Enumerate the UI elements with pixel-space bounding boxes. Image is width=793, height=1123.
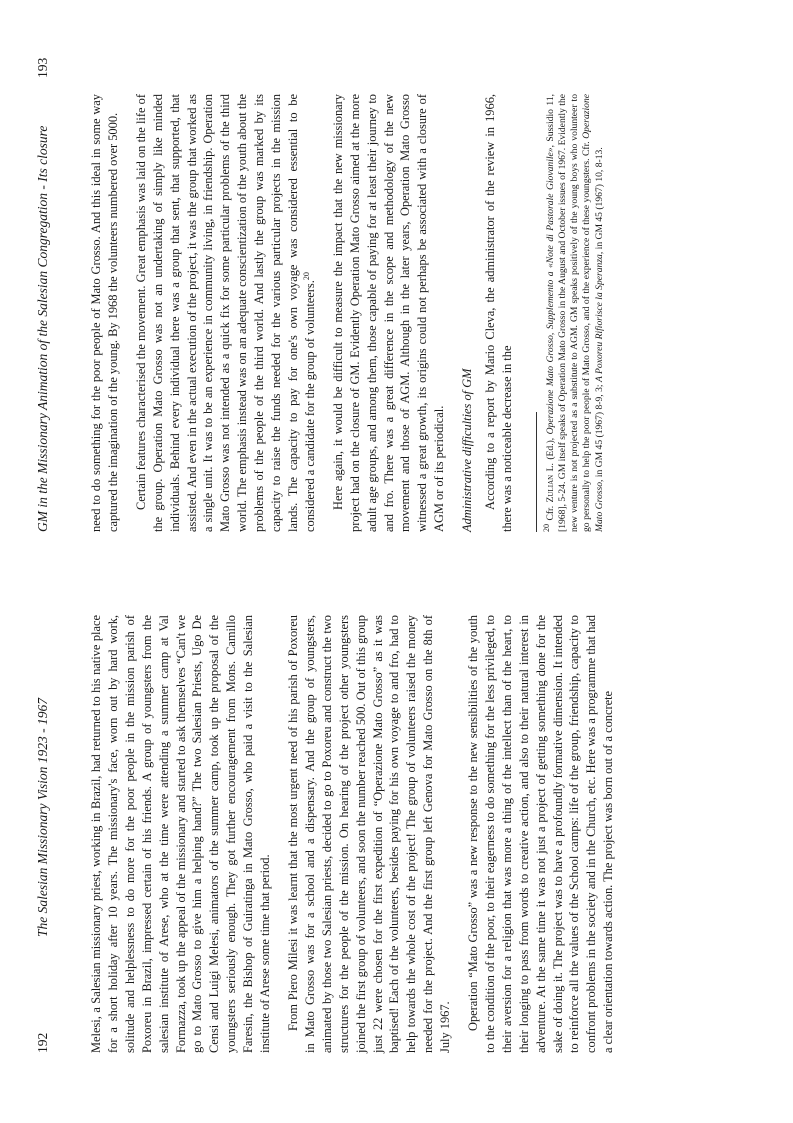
footnote-title: Operazione Mato Grosso xyxy=(581,94,605,532)
footnote-text: (Ed.), xyxy=(544,434,556,464)
page-number-left: 192 xyxy=(35,1032,50,1053)
footnote-author: Zulian L. xyxy=(544,463,556,503)
footnote-title: Operazione Mato Grosso, Supplemento a «Note di Pastorale Giovanile» xyxy=(544,147,556,435)
paragraph: According to a report by Mario Cleva, the administrator of the review in 1966, there was a noticeable decrease in the xyxy=(483,94,514,532)
running-head-right: GM in the Missionary Animation of the Salesian Congregation - Its closure xyxy=(35,125,50,532)
paragraph: need to do something for the poor people of Mato Grosso. And this ideal in some way captured the imagination of the young. By 1968 the volunteers numbered over 5000. xyxy=(89,94,120,532)
paragraph: From Piero Milesi it was learnt that the most urgent need of his parish of Poxoreu in Mato Grosso was for a school and a dispensary. And the group of youngsters, animated by those two Salesian priests, decided to go to Poxoreu and construct the two structures for the people of the mission. On hearing of the project other youngsters joined the first group of volunteers, and soon the number reached 500. Out of this group just 22 were chosen for the first expedition of “Operazione Mato Grosso” as it was baptised! Each of the volunteers, besides paying for his own voyage to and fro, had to help towards the whole cost of the project! The group of volunteers raised the money needed for the project. And the first group left Genova for Mato Grosso on the 8th of July 1967. xyxy=(285,615,453,1053)
paragraph-text: Certain features characterised the movement. Great emphasis was laid on the life of the group. Operation Mato Grosso was not an undertaking of simply like minded individuals. Behind every individual there was a group that sent, that supported, that assisted. And even in the actual execution of the project, it was the group that worked as a single unit. It was to be an experience in community living, in friendship. Operation Mato Grosso was not intended as a quick fix for some particular problems of the third world. The emphasis instead was on an adequate conscientization of the youth about the problems of the people of the third world. And lastly the group was marked by its capacity to raise the funds needed for the various particular projects in the mission lands. The capacity to pay for one's own voyage was considered essential to be considered a candidate for the group of volunteers. xyxy=(133,94,317,532)
right-column xyxy=(88,94,606,532)
paragraph: Melesi, a Salesian missionary priest, working in Brazil, had returned to his native place for a short holiday after 10 years. The missionary's face, worn out by hard work, solitude and helplessness to do more for the poor people in the mission parish of Poxoreu in Brazil, impressed certain of his friends. A group of youngsters from the salesian institute of Arese, who at the time were attending a summer camp at Val Formazza, took up the appeal of the missionary and started to ask themselves “Can't we go to Mato Grosso to give him a helping hand?” The two Salesian Priests, Ugo De Censi and Luigi Melesi, animators of the summer camp, took up the proposal of the youngsters seriously enough. They got further encouragement from Mons. Camillo Faresin, the Bishop of Guiratinga in Mato Grosso, who paid a visit to the Salesian institute of Arese some time that period. xyxy=(89,615,273,1053)
footnote-title: A Poxoreu Rifiorisce la Speranza xyxy=(593,254,605,383)
left-page xyxy=(0,562,793,1123)
paragraph xyxy=(133,94,319,532)
paragraph: Here again, it would be difficult to measure the impact that the new missionary project had on the closure of GM. Evidently Operation Mato Grosso aimed at the more adult age groups, and among them, those capable of paying for at least their journey to and fro. There was a great difference in the scope and methodology of the new movement and those of AGM. Although in the later years, Operation Mato Grosso witnessed a great growth, its origins could not perhaps be associated with a closure of AGM or of its periodical. xyxy=(330,94,447,532)
footnote-text: Cfr. xyxy=(544,502,556,521)
paragraph: Operation “Mato Grosso” was a new response to the new sensibilities of the youth to the condition of the poor, to their eagerness to do something for the less privileged, to their aversion for a religion that was more a thing of the intellect than of the heart, to their longing to pass from words to creative action, and also to their natural interest in adventure. At the same time it was not just a project of getting something done for the sake of doing it. The project was to have a profoundly formative dimension. It intended to reinforce all the values of the School camps: life of the group, friendship, capacity to confront problems in the society and in the Church, etc. Here was a programme that had a clear orientation towards action. The project was born out of a concrete xyxy=(466,615,616,1053)
page-number-right: 193 xyxy=(35,57,50,78)
footnote-rule xyxy=(536,412,537,532)
footnote-number: 20 xyxy=(541,524,551,532)
running-head-left: The Salesian Missionary Vision 1923 - 1967 xyxy=(35,698,50,937)
section-heading: Administrative difficulties of GM xyxy=(460,368,475,532)
footnote-text: , Sussidio 11, [1968], 5-24. GM itself speaks of Operation Mato Grosso in the August and October issues of 1967. Evidently the new venture is not projected as a substitute to AGM. GM speaks positively of the young boys who volunteer to go personally to help the poor people of Mato Grosso, and of the experience of these youngsters. Cfr. xyxy=(544,93,593,532)
footnote-ref: 20 xyxy=(301,272,311,281)
left-column xyxy=(88,615,617,1053)
footnote xyxy=(541,93,606,532)
footnote-text: , in GM 45 (1967) 10, 8-13. xyxy=(593,147,605,255)
footnote-text: , in GM 45 (1967) 8-9, 3; xyxy=(593,382,605,482)
